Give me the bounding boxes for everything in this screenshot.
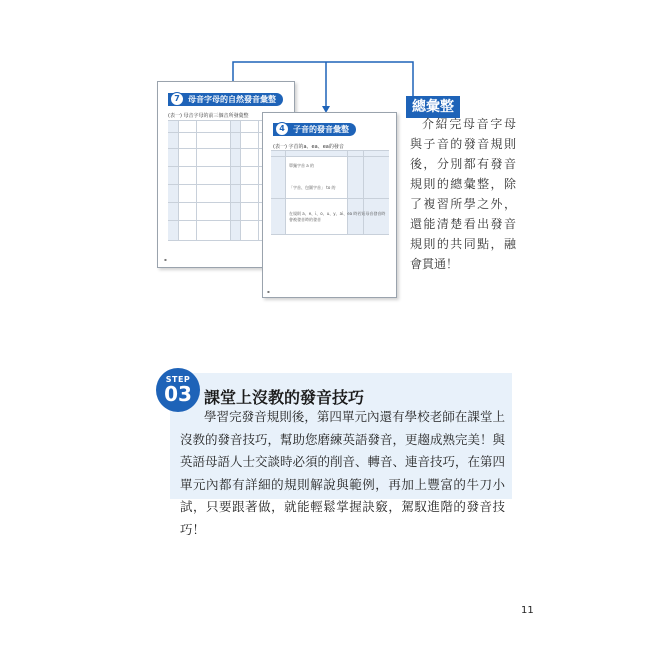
step-label: STEP [165,375,191,384]
section-number-badge: 7 [170,92,184,106]
step-number: 03 [164,382,192,406]
consonant-table-caption: (表一) 字首的a、ea、ea的發音 [273,144,344,150]
page-number: 11 [521,605,534,616]
callout-description: 介紹完母音字母與子音的發音規則後，分別都有發音規則的總彙整，除了複習所學之外，還能清楚看出發音規則的共同點，融會貫通！ [410,117,516,271]
preview-page-consonant-summary: 4 子音的發音彙整 (表一) 字首的a、ea、ea的發音 單獨字首 a 的 「字首、包圍字首」 to 的 在規則 a、e、i、o、u、y、ai、ea 時若短母音發音時 會被發音時的發音 ▪ [262,112,397,298]
callout-label-summary: 總彙整 [406,96,460,118]
preview-page-vowel-summary: 7 母音字母的自然發音彙整 (表一) 母音字母的前三個音所發彙整 ▪ [157,81,295,268]
consonant-summary-heading: 4 子音的發音彙整 [273,123,356,136]
vowel-table-caption: (表一) 母音字母的前三個音所發彙整 [168,113,249,119]
section-number-badge: 4 [275,122,289,136]
step-body-text: 學習完發音規則後，第四單元內還有學校老師在課堂上沒教的發音技巧，幫助您磨練英語發音，更趨成熟完美！與英語母語人士交談時必須的削音、轉音、連音技巧，在第四單元內都有詳細的規則解說與範例，再加上豐富的牛刀小試，只要跟著做，就能輕鬆掌握訣竅，駕馭進階的發音技巧！ [180,409,506,537]
vowel-summary-heading: 7 母音字母的自然發音彙整 [168,93,283,106]
step-title: 課堂上沒教的發音技巧 [204,388,365,407]
